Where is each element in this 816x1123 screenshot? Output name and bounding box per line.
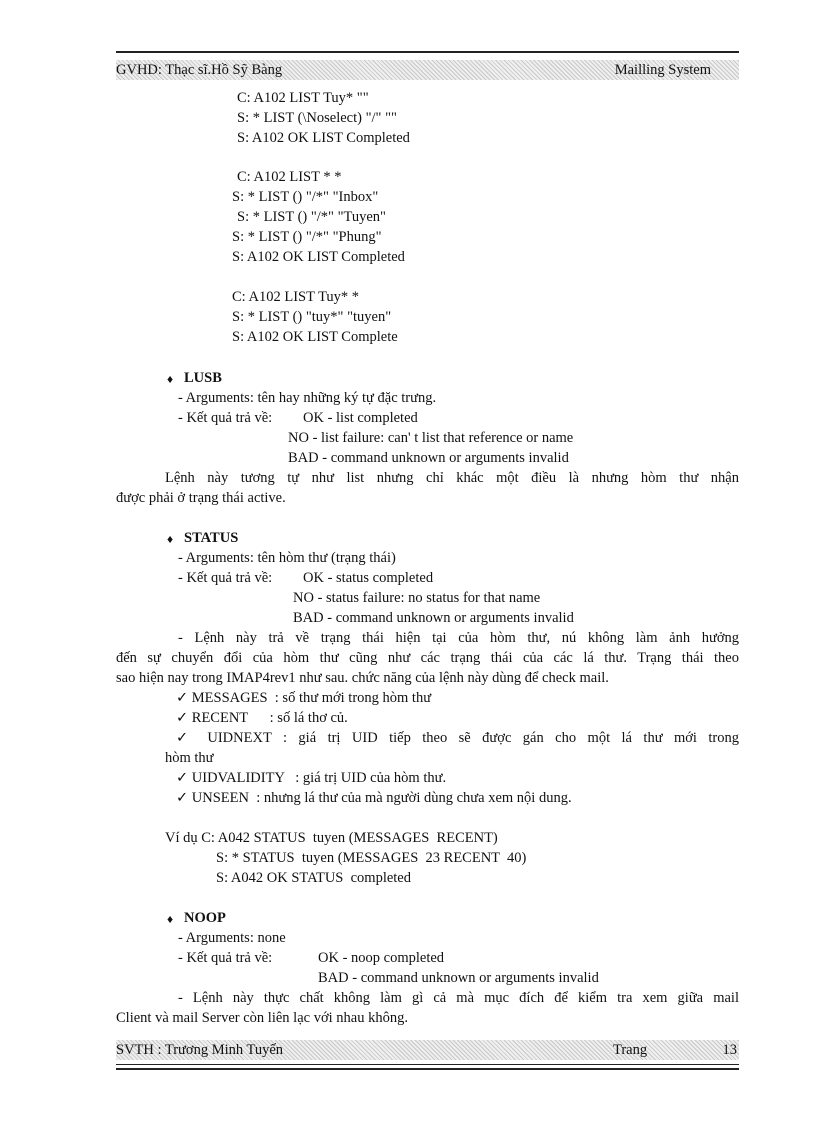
footer-page-label: Trang <box>613 1042 648 1058</box>
arguments-line: - Arguments: tên hay những ký tự đặc trưng. <box>178 390 437 406</box>
code-line: C: A102 LIST * * <box>237 169 342 185</box>
code-line: S: A102 OK LIST Complete <box>232 329 398 345</box>
arguments-line: - Arguments: tên hòm thư (trạng thái) <box>178 550 396 566</box>
code-line: S: A102 OK LIST Completed <box>237 130 410 146</box>
code-line: S: * LIST (\Noselect) "/" "" <box>237 110 397 126</box>
code-line: S: * LIST () "/*" "Tuyen" <box>237 209 386 225</box>
diamond-bullet-icon: ♦ <box>167 912 174 926</box>
status-item: ✓ UIDVALIDITY : giá trị UID của hòm thư. <box>176 770 447 786</box>
footer-left-text: SVTH : Trương Minh Tuyến <box>116 1042 284 1058</box>
arguments-line: - Arguments: none <box>178 930 286 946</box>
page-header <box>116 60 739 80</box>
result-line: BAD - command unknown or arguments invalid <box>318 970 599 986</box>
header-right-text: Mailling System <box>614 62 711 78</box>
header-top-rule <box>116 51 739 53</box>
code-line: C: A102 LIST Tuy* * <box>232 289 360 305</box>
results-label: - Kết quả trả về: <box>178 950 273 966</box>
diamond-bullet-icon: ♦ <box>167 372 174 386</box>
code-line: C: A102 LIST Tuy* "" <box>237 90 369 106</box>
code-line: S: * LIST () "/*" "Phung" <box>232 229 382 245</box>
result-line: BAD - command unknown or arguments invalid <box>288 450 569 466</box>
result-line: OK - list completed <box>303 410 418 426</box>
status-item: ✓ MESSAGES : số thư mới trong hòm thư <box>176 690 432 706</box>
status-item: ✓ RECENT : số lá thơ củ. <box>176 710 348 726</box>
result-line: OK - status completed <box>303 570 434 586</box>
section-title: STATUS <box>184 530 239 546</box>
status-item: ✓ UIDNEXT : giá trị UID tiếp theo sẽ được gán cho một lá thư mới trong <box>176 730 739 746</box>
paragraph-line: đến sự chuyển đổi của hòm thư cũng như các trạng thái của các lá thư. Trạng thái theo <box>116 650 739 666</box>
code-line: S: * LIST () "tuy*" "tuyen" <box>232 309 392 325</box>
status-item: ✓ UNSEEN : nhưng lá thư của mà người dùng chưa xem nội dung. <box>176 790 572 806</box>
example-line: Ví dụ C: A042 STATUS tuyen (MESSAGES RECENT) <box>165 830 498 846</box>
section-title: NOOP <box>184 910 226 926</box>
code-line: S: * LIST () "/*" "Inbox" <box>232 189 379 205</box>
paragraph-line: Client và mail Server còn liên lạc với nhau không. <box>116 1010 408 1026</box>
result-line: NO - list failure: can' t list that reference or name <box>288 430 574 446</box>
paragraph-line: - Lệnh này thực chất không làm gì cả mà mục đích để kiểm tra xem giữa mail <box>178 990 739 1006</box>
paragraph-line: được phải ở trạng thái active. <box>116 490 286 506</box>
result-line: BAD - command unknown or arguments invalid <box>293 610 574 626</box>
result-line: OK - noop completed <box>318 950 445 966</box>
result-line: NO - status failure: no status for that name <box>293 590 541 606</box>
status-item: hòm thư <box>165 750 214 766</box>
paragraph-line: Lệnh này tương tự như list nhưng chỉ khác một điều là nhưng hòm thư nhận <box>165 470 739 486</box>
section-title: LUSB <box>184 370 222 386</box>
results-label: - Kết quả trả về: <box>178 410 273 426</box>
footer-rule-thick <box>116 1068 739 1070</box>
results-label: - Kết quả trả về: <box>178 570 273 586</box>
example-line: S: * STATUS tuyen (MESSAGES 23 RECENT 40) <box>216 850 527 866</box>
footer-rule-thin <box>116 1064 739 1065</box>
paragraph-line: sao hiện nay trong IMAP4rev1 như sau. chức năng của lệnh này dùng để check mail. <box>116 670 609 686</box>
example-line: S: A042 OK STATUS completed <box>216 870 411 886</box>
code-line: S: A102 OK LIST Completed <box>232 249 405 265</box>
page-footer <box>116 1040 739 1060</box>
diamond-bullet-icon: ♦ <box>167 532 174 546</box>
header-left-text: GVHD: Thạc sĩ.Hồ Sỹ Bàng <box>116 62 283 78</box>
footer-page-number: 13 <box>722 1042 737 1058</box>
paragraph-line: - Lệnh này trả về trạng thái hiện tại của hòm thư, nú không làm ảnh hưởng <box>178 630 739 646</box>
